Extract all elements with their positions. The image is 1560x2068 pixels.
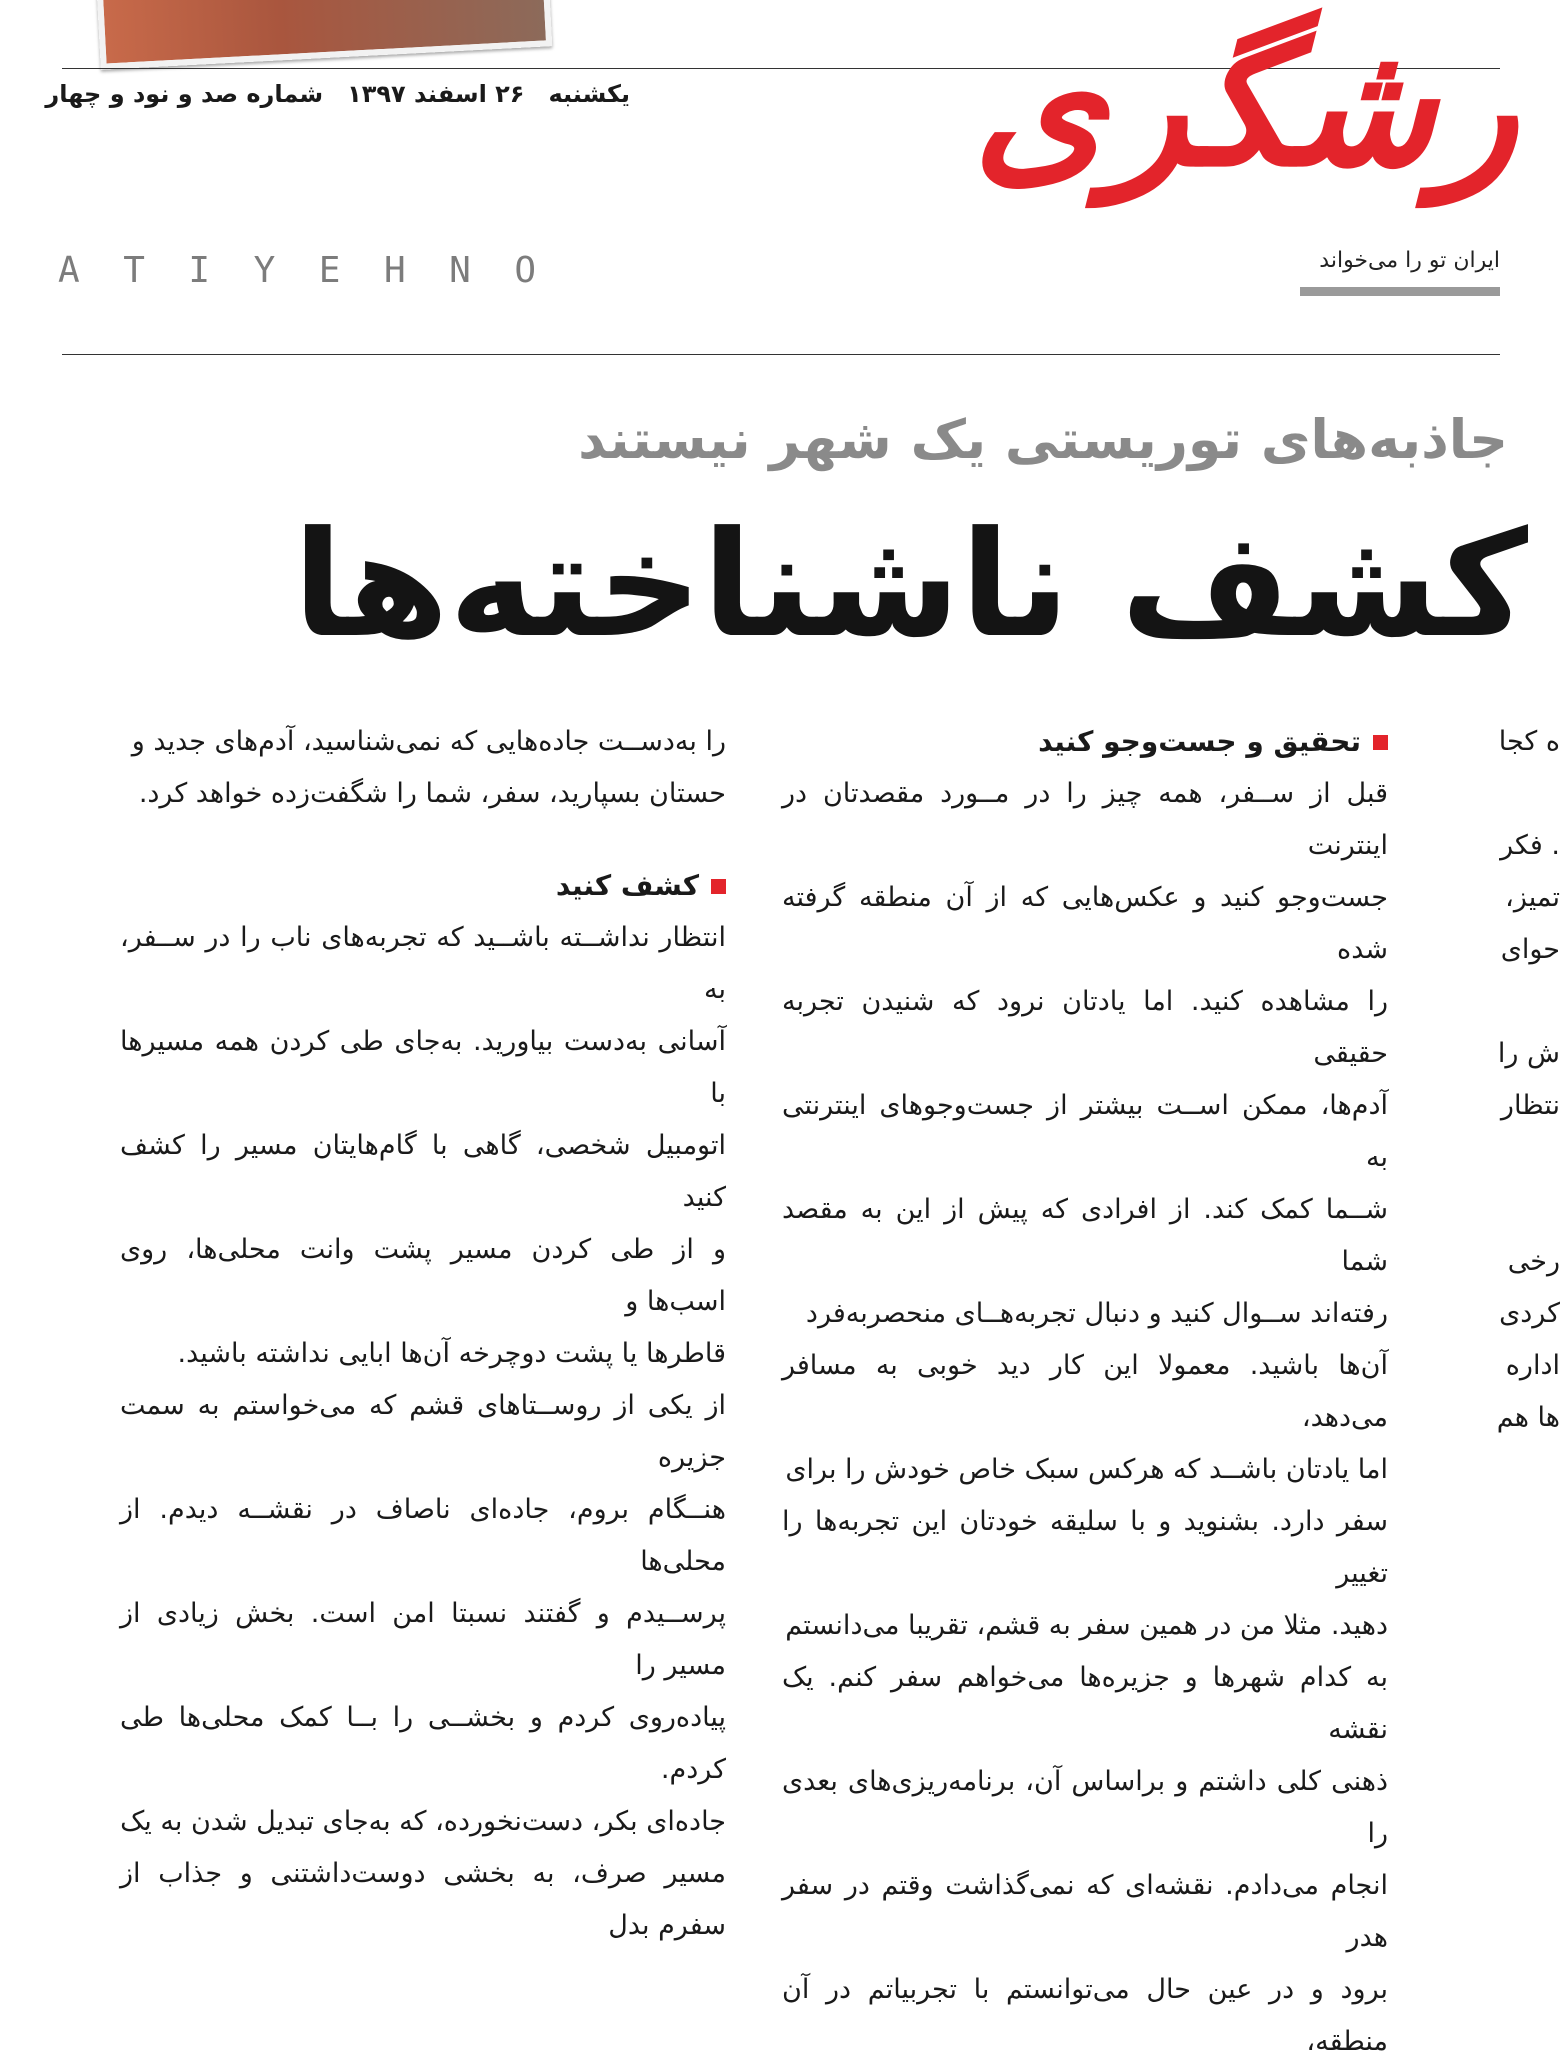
text-line [1440,976,1560,1028]
section-heading-text: کشف کنید [555,869,699,902]
text-line: سفر دارد. بشنوید و با سلیقه خودتان این تجربه‌ها را تغییر [782,1506,1388,1589]
text-line: نتظار [1500,1090,1560,1121]
latin-letter-row [58,250,538,291]
paragraph-gap [120,820,726,860]
issue-day: یکشنبه [548,80,630,108]
text-line: اداره [1505,1350,1560,1381]
text-line: قبل از ســفر، همه چیز را در مــورد مقصدتان در اینترنت [782,778,1388,861]
text-line: را مشاهده کنید. اما یادتان نرود که شنیدن تجربه حقیقی [782,986,1388,1069]
text-line: آدم‌ها، ممکن اســت بیشتر از جست‌وجوهای اینترنتی به [782,1090,1388,1173]
latin-letter: A [58,250,82,291]
text-line: حستان بسپارید، سفر، شما را شگفت‌زده خواهد کرد. [138,778,726,809]
text-line: ها هم [1496,1402,1560,1433]
article-headline: کشف ناشناخته‌ها [292,500,1528,670]
text-line: شــما کمک کند. از افرادی که پیش از این به مقصد شما [782,1194,1388,1277]
logo-tagline: ایران تو را می‌خواند [1319,248,1500,273]
text-line: جاده‌ای بکر، دست‌نخورده، که به‌جای تبدیل شدن به یک [120,1806,726,1837]
middle-column [782,716,1388,2068]
text-line: پرســیدم و گفتند نسبتا امن است. بخش زیادی از مسیر را [120,1598,726,1681]
text-line: را به‌دســت جاده‌هایی که نمی‌شناسید، آدم‌های جدید و [131,726,726,757]
left-column [120,716,726,1952]
text-line [1440,1132,1560,1184]
text-line: و از طی کردن مسیر پشت وانت محلی‌ها، روی اسب‌ها و [120,1234,726,1317]
latin-letter: E [318,250,343,291]
text-line: انجام می‌دادم. نقشه‌ای که نمی‌گذاشت وقتم در سفر هدر [782,1870,1388,1953]
section-heading-text: تحقیق و جست‌وجو کنید [1038,725,1361,758]
text-line: . فکر [1500,830,1560,861]
text-line [1440,768,1560,820]
text-line: پیاده‌روی کردم و بخشــی را بــا کمک محلی‌ها طی کردم. [120,1702,726,1785]
tagline-underline [1300,287,1500,296]
text-line: رخی [1507,1246,1560,1277]
red-square-icon [711,879,726,894]
text-line: مسیر صرف، به بخشی دوست‌داشتنی و جذاب از سفرم بدل [120,1858,726,1941]
header-rule-bottom [62,354,1500,355]
text-line: انتظار نداشــته باشــید که تجربه‌های ناب را در ســفر، به [120,922,726,1005]
latin-letter: N [449,250,473,291]
text-line: رفته‌اند ســوال کنید و دنبال تجربه‌هــای منحصربه‌فرد [805,1298,1388,1329]
text-line: اما یادتان باشــد که هرکس سبک خاص خودش را برای [785,1454,1388,1485]
text-line: ذهنی کلی داشتم و براساس آن، برنامه‌ریزی‌های بعدی را [782,1766,1388,1849]
latin-letter: O [514,250,538,291]
section-heading-discover [120,860,726,912]
article-kicker: جاذبه‌های توریستی یک شهر نیستند [578,408,1508,471]
latin-letter: T [123,250,147,291]
text-line: تمیز، [1505,882,1560,913]
text-line: کردی [1499,1298,1560,1329]
section-heading-research [782,716,1388,768]
text-line: قاطرها یا پشت دوچرخه آن‌ها ابایی نداشته باشید. [177,1338,726,1369]
text-line [1440,1184,1560,1236]
red-square-icon [1373,735,1388,750]
text-line: اتومبیل شخصی، گاهی با گام‌هایتان مسیر را کشف کنید [120,1130,726,1213]
text-line: ش را [1497,1038,1560,1069]
latin-letter: I [188,250,213,291]
text-line: ه کجا [1498,726,1560,757]
text-line: آسانی به‌دست بیاورید. به‌جای طی کردن همه مسیرها با [120,1026,726,1109]
issue-info [45,76,630,112]
text-line: از یکی از روســتاهای قشم که می‌خواستم به سمت جزیره [120,1390,726,1473]
text-line: جست‌وجو کنید و عکس‌هایی که از آن منطقه گرفته شده [782,882,1388,965]
right-column-fragment [1440,716,1560,1444]
text-line: به کدام شهرها و جزیره‌ها می‌خواهم سفر کنم. یک نقشه [782,1662,1388,1745]
text-line: آن‌ها باشید. معمولا این کار دید خوبی به مسافر می‌دهد، [782,1350,1388,1433]
newspaper-logo: رشگری [972,5,1518,205]
latin-letter: H [383,250,408,291]
text-line: هنــگام بروم، جاده‌ای ناصاف در نقشــه دیدم. از محلی‌ها [120,1494,726,1577]
issue-number: شماره صد و نود و چهار [45,80,324,108]
top-photo-edge [96,0,553,70]
text-line: برود و در عین حال می‌توانستم با تجربیاتم در آن منطقه، [782,1974,1388,2057]
issue-date: ۲۶ اسفند ۱۳۹۷ [347,80,525,108]
text-line: حوای [1500,934,1560,965]
latin-letter: Y [253,250,278,291]
text-line: دهید. مثلا من در همین سفر به قشم، تقریبا می‌دانستم [785,1610,1388,1641]
